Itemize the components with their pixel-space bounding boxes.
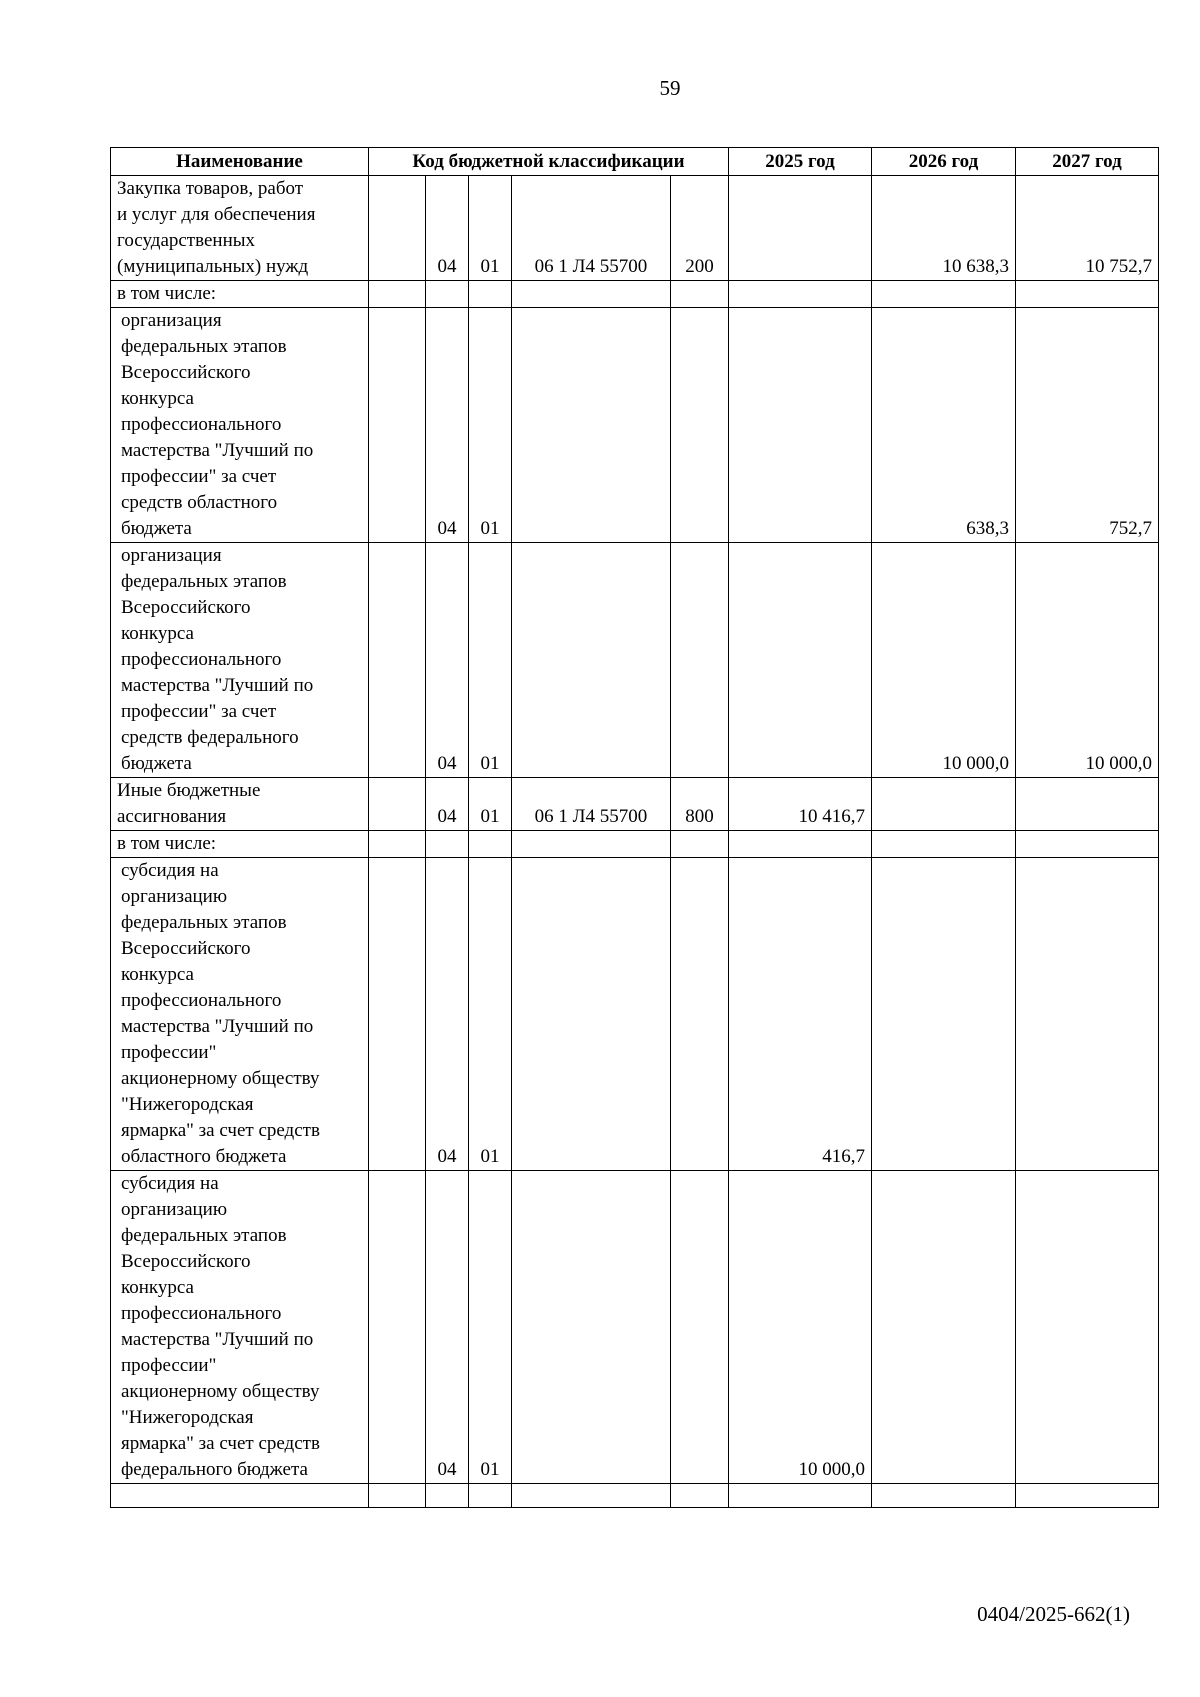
code-section: 04 [426,543,469,778]
table-row [111,543,1159,778]
code-target-article [512,543,671,778]
value-2025: 10 000,0 [729,1171,872,1484]
row-name: организация федеральных этапов Всероссийского конкурса профессионального мастерства "Лучший по профессии" за счет средств федерального бюджета [111,543,369,778]
code-target-article [512,858,671,1171]
code-col-1 [369,778,426,831]
header-code: Код бюджетной классификации [369,148,729,176]
code-subsection: 01 [469,778,512,831]
value-2026 [872,1484,1016,1508]
table-row [111,176,1159,281]
code-subsection [469,831,512,858]
code-section [426,831,469,858]
page-number: 59 [659,76,681,100]
code-col-1 [369,308,426,543]
code-target-article [512,831,671,858]
code-expense-type: 200 [671,176,729,281]
value-2026 [872,831,1016,858]
value-2026: 638,3 [872,308,1016,543]
value-2026 [872,1171,1016,1484]
code-section: 04 [426,858,469,1171]
row-name: субсидия на организацию федеральных этапов Всероссийского конкурса профессионального мастерства "Лучший по профессии" акционерному обществу "Нижегородская ярмарка" за счет средств федерального бюджета [111,1171,369,1484]
code-section [426,1484,469,1508]
code-target-article [512,1484,671,1508]
value-2026: 10 638,3 [872,176,1016,281]
document-code: 0404/2025-662(1) [977,1602,1130,1626]
value-2025 [729,831,872,858]
code-col-1 [369,176,426,281]
table-row [111,831,1159,858]
code-target-article: 06 1 Л4 55700 [512,176,671,281]
code-expense-type [671,281,729,308]
value-2026: 10 000,0 [872,543,1016,778]
header-name: Наименование [111,148,369,176]
value-2025 [729,176,872,281]
code-expense-type [671,1171,729,1484]
code-section: 04 [426,176,469,281]
code-expense-type [671,543,729,778]
value-2027: 10 000,0 [1016,543,1159,778]
value-2025 [729,281,872,308]
value-2026 [872,281,1016,308]
code-col-1 [369,858,426,1171]
table-row [111,778,1159,831]
code-subsection: 01 [469,543,512,778]
table-row [111,1171,1159,1484]
code-section [426,281,469,308]
code-col-1 [369,1484,426,1508]
code-col-1 [369,1171,426,1484]
code-expense-type [671,858,729,1171]
code-subsection: 01 [469,176,512,281]
code-subsection: 01 [469,308,512,543]
code-target-article [512,1171,671,1484]
value-2025: 10 416,7 [729,778,872,831]
row-name: в том числе: [111,281,369,308]
value-2027: 752,7 [1016,308,1159,543]
table-row [111,308,1159,543]
code-expense-type [671,831,729,858]
code-expense-type [671,1484,729,1508]
value-2025 [729,1484,872,1508]
row-name: Иные бюджетные ассигнования [111,778,369,831]
code-expense-type [671,308,729,543]
value-2027 [1016,1484,1159,1508]
header-row [111,148,1159,176]
code-target-article: 06 1 Л4 55700 [512,778,671,831]
table-row [111,1484,1159,1508]
header-2025: 2025 год [729,148,872,176]
row-name [111,1484,369,1508]
code-target-article [512,281,671,308]
code-section: 04 [426,308,469,543]
header-2027: 2027 год [1016,148,1159,176]
header-2026: 2026 год [872,148,1016,176]
value-2025: 416,7 [729,858,872,1171]
budget-table [110,147,1159,1508]
code-col-1 [369,831,426,858]
row-name: в том числе: [111,831,369,858]
value-2027 [1016,858,1159,1171]
value-2027 [1016,831,1159,858]
value-2025 [729,308,872,543]
value-2026 [872,858,1016,1171]
row-name: Закупка товаров, работ и услуг для обеспечения государственных (муниципальных) нужд [111,176,369,281]
value-2027 [1016,778,1159,831]
value-2025 [729,543,872,778]
code-subsection [469,1484,512,1508]
value-2027 [1016,281,1159,308]
row-name: субсидия на организацию федеральных этапов Всероссийского конкурса профессионального мастерства "Лучший по профессии" акционерному обществу "Нижегородская ярмарка" за счет средств областного бюджета [111,858,369,1171]
code-subsection [469,281,512,308]
code-subsection: 01 [469,1171,512,1484]
row-name: организация федеральных этапов Всероссийского конкурса профессионального мастерства "Лучший по профессии" за счет средств областного бюджета [111,308,369,543]
code-col-1 [369,543,426,778]
value-2027 [1016,1171,1159,1484]
table-row [111,281,1159,308]
code-section: 04 [426,1171,469,1484]
code-expense-type: 800 [671,778,729,831]
value-2027: 10 752,7 [1016,176,1159,281]
code-target-article [512,308,671,543]
table-row [111,858,1159,1171]
code-subsection: 01 [469,858,512,1171]
table-body [111,176,1159,1508]
value-2026 [872,778,1016,831]
code-col-1 [369,281,426,308]
code-section: 04 [426,778,469,831]
